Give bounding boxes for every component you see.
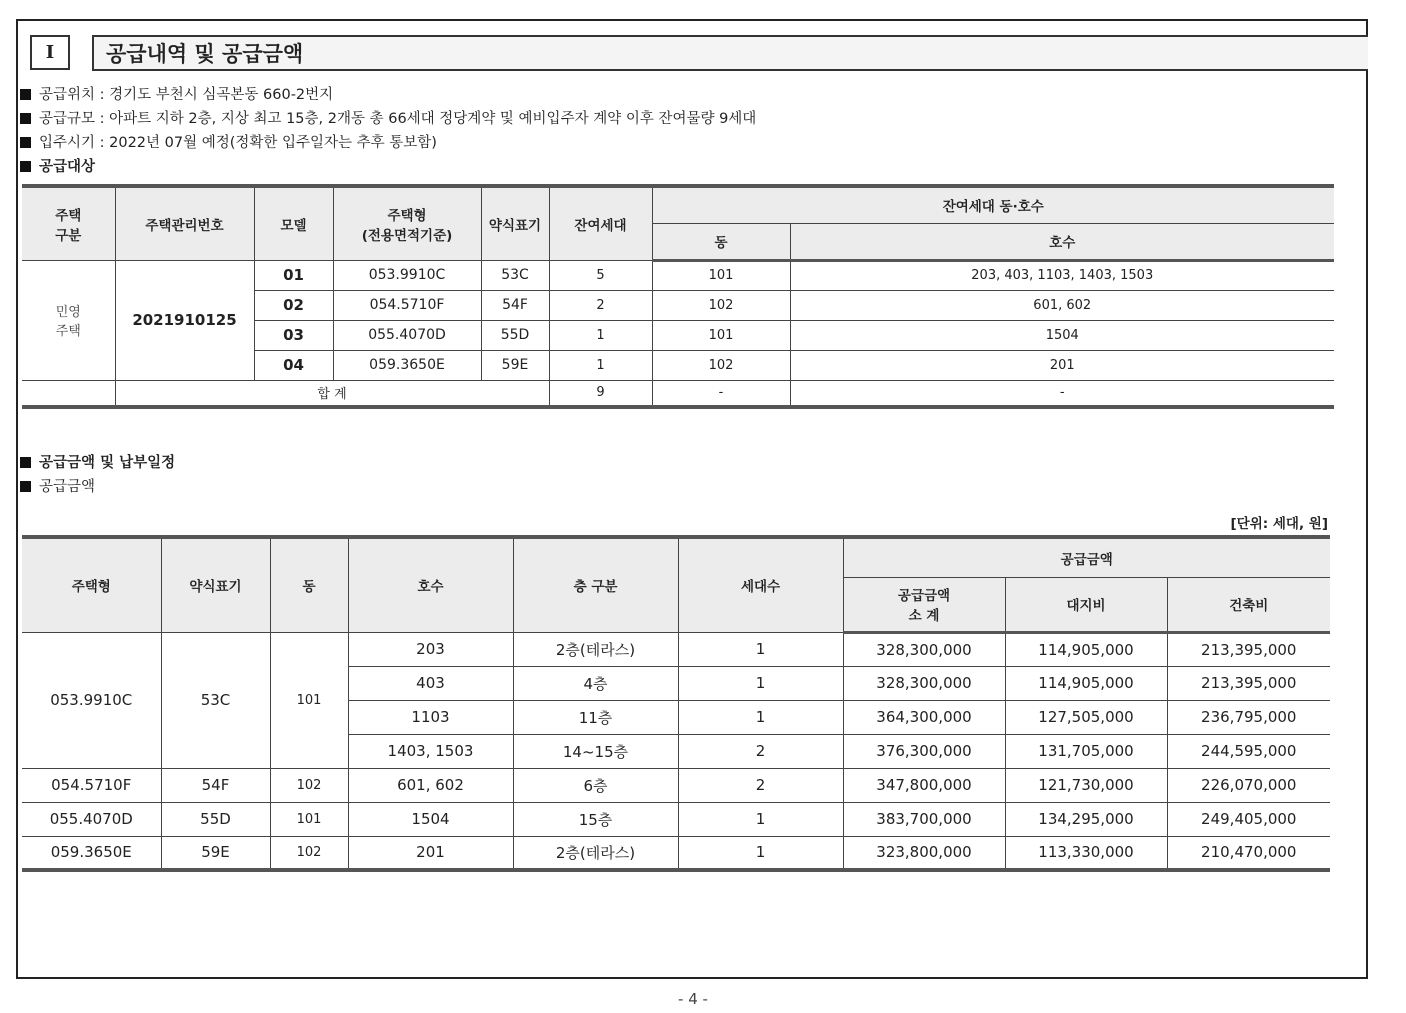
ho-cell: 1103 — [348, 700, 513, 734]
dong-cell: 101 — [270, 632, 348, 768]
header-mgmt-no: 주택관리번호 — [115, 186, 254, 260]
model-cell: 03 — [254, 320, 333, 350]
price-heading — [20, 454, 175, 472]
building-cell: 213,395,000 — [1167, 632, 1330, 666]
ho-cell: 203 — [348, 632, 513, 666]
ho-cell: 403 — [348, 666, 513, 700]
bullet-square-icon — [20, 481, 31, 492]
type-cell: 053.9910C — [333, 260, 481, 290]
ho-cell: 201 — [790, 350, 1334, 380]
floor-cell: 4층 — [513, 666, 678, 700]
land-cell: 127,505,000 — [1005, 700, 1167, 734]
floor-cell: 2층(테라스) — [513, 836, 678, 870]
type-cell: 055.4070D — [333, 320, 481, 350]
header-price: 공급금액 — [843, 537, 1330, 577]
ho-cell: 1504 — [790, 320, 1334, 350]
header-land: 대지비 — [1005, 577, 1167, 632]
header-units: 세대수 — [678, 537, 843, 632]
dong-cell: 102 — [652, 350, 790, 380]
ho-cell: 201 — [348, 836, 513, 870]
header-model: 모델 — [254, 186, 333, 260]
abbr-cell: 54F — [161, 768, 270, 802]
remaining-cell: 1 — [549, 320, 652, 350]
units-cell: 2 — [678, 768, 843, 802]
type-cell: 054.5710F — [22, 768, 161, 802]
price-sub-heading — [20, 478, 95, 496]
remaining-cell: 2 — [549, 290, 652, 320]
bullet-square-icon — [20, 113, 31, 124]
abbr-cell: 55D — [161, 802, 270, 836]
section-title: 공급내역 및 공급금액 — [92, 35, 1368, 71]
info-move-in — [20, 134, 437, 152]
building-cell: 249,405,000 — [1167, 802, 1330, 836]
section-number: I — [30, 35, 70, 70]
abbr-cell: 54F — [481, 290, 549, 320]
total-row — [22, 380, 1334, 407]
building-cell: 213,395,000 — [1167, 666, 1330, 700]
header-dong: 동 — [270, 537, 348, 632]
building-cell: 236,795,000 — [1167, 700, 1330, 734]
subtotal-cell: 376,300,000 — [843, 734, 1005, 768]
dong-cell: 101 — [270, 802, 348, 836]
header-remaining-units: 잔여세대 동·호수 — [652, 186, 1334, 223]
units-cell: 1 — [678, 836, 843, 870]
info-scale — [20, 110, 756, 128]
model-cell: 01 — [254, 260, 333, 290]
mgmt-no-value: 2021910125 — [115, 260, 254, 380]
total-remaining: 9 — [549, 380, 652, 407]
unit-label: [단위: 세대, 원] — [1230, 516, 1328, 532]
abbr-cell: 55D — [481, 320, 549, 350]
price-heading-text: 공급금액 및 납부일정 — [39, 455, 176, 471]
ho-cell: 1504 — [348, 802, 513, 836]
land-cell: 114,905,000 — [1005, 666, 1167, 700]
model-cell: 04 — [254, 350, 333, 380]
abbr-cell: 59E — [161, 836, 270, 870]
units-cell: 1 — [678, 666, 843, 700]
header-house-division: 주택 구분 — [22, 186, 115, 260]
house-category: 민영 주택 — [22, 260, 115, 380]
land-cell: 113,330,000 — [1005, 836, 1167, 870]
subtotal-cell: 328,300,000 — [843, 632, 1005, 666]
header-remaining: 잔여세대 — [549, 186, 652, 260]
ho-cell: 1403, 1503 — [348, 734, 513, 768]
info-move-in-text: 입주시기 : 2022년 07월 예정(정확한 입주일자는 추후 통보함) — [39, 135, 437, 151]
subtotal-cell: 323,800,000 — [843, 836, 1005, 870]
floor-cell: 2층(테라스) — [513, 632, 678, 666]
ho-cell: 601, 602 — [790, 290, 1334, 320]
table-row — [22, 836, 1330, 870]
dong-cell: 102 — [270, 836, 348, 870]
table-row — [22, 802, 1330, 836]
header-ho: 호수 — [348, 537, 513, 632]
remaining-cell: 1 — [549, 350, 652, 380]
subtotal-cell: 328,300,000 — [843, 666, 1005, 700]
table-row — [22, 768, 1330, 802]
dong-cell: 101 — [652, 260, 790, 290]
units-cell: 1 — [678, 802, 843, 836]
units-cell: 2 — [678, 734, 843, 768]
bullet-square-icon — [20, 89, 31, 100]
dong-cell: 101 — [652, 320, 790, 350]
bullet-square-icon — [20, 161, 31, 172]
info-location — [20, 86, 333, 104]
floor-cell: 15층 — [513, 802, 678, 836]
subtotal-cell: 347,800,000 — [843, 768, 1005, 802]
supply-target-table — [22, 184, 1334, 409]
total-label: 합 계 — [115, 380, 549, 407]
header-subtotal: 공급금액 소 계 — [843, 577, 1005, 632]
supply-price-table — [22, 535, 1330, 872]
floor-cell: 14~15층 — [513, 734, 678, 768]
dong-cell: 102 — [270, 768, 348, 802]
price-sub-heading-text: 공급금액 — [39, 479, 96, 495]
type-cell: 054.5710F — [333, 290, 481, 320]
empty-cell — [22, 380, 115, 407]
bullet-square-icon — [20, 457, 31, 468]
target-heading-text: 공급대상 — [39, 159, 96, 175]
floor-cell: 11층 — [513, 700, 678, 734]
table-row — [22, 632, 1330, 666]
ho-cell: 601, 602 — [348, 768, 513, 802]
units-cell: 1 — [678, 700, 843, 734]
subtotal-cell: 364,300,000 — [843, 700, 1005, 734]
land-cell: 121,730,000 — [1005, 768, 1167, 802]
table-row — [22, 260, 1334, 290]
bullet-square-icon — [20, 137, 31, 148]
abbr-cell: 53C — [161, 632, 270, 768]
ho-cell: 203, 403, 1103, 1403, 1503 — [790, 260, 1334, 290]
info-scale-text: 공급규모 : 아파트 지하 2층, 지상 최고 15층, 2개동 총 66세대 정당계약 및 예비입주자 계약 이후 잔여물량 9세대 — [39, 111, 757, 127]
header-abbr: 약식표기 — [481, 186, 549, 260]
total-dong: - — [652, 380, 790, 407]
info-location-text: 공급위치 : 경기도 부천시 심곡본동 660-2번지 — [39, 87, 334, 103]
header-building: 건축비 — [1167, 577, 1330, 632]
building-cell: 226,070,000 — [1167, 768, 1330, 802]
land-cell: 131,705,000 — [1005, 734, 1167, 768]
target-heading — [20, 158, 95, 176]
building-cell: 244,595,000 — [1167, 734, 1330, 768]
dong-cell: 102 — [652, 290, 790, 320]
header-ho: 호수 — [790, 223, 1334, 260]
abbr-cell: 59E — [481, 350, 549, 380]
type-cell: 059.3650E — [333, 350, 481, 380]
total-ho: - — [790, 380, 1334, 407]
type-cell: 055.4070D — [22, 802, 161, 836]
header-dong: 동 — [652, 223, 790, 260]
header-house-type: 주택형 — [22, 537, 161, 632]
page-number: - 4 - — [678, 990, 708, 1008]
header-abbr: 약식표기 — [161, 537, 270, 632]
header-house-type: 주택형 (전용면적기준) — [333, 186, 481, 260]
units-cell: 1 — [678, 632, 843, 666]
type-cell: 053.9910C — [22, 632, 161, 768]
land-cell: 134,295,000 — [1005, 802, 1167, 836]
header-floor: 층 구분 — [513, 537, 678, 632]
subtotal-cell: 383,700,000 — [843, 802, 1005, 836]
abbr-cell: 53C — [481, 260, 549, 290]
building-cell: 210,470,000 — [1167, 836, 1330, 870]
land-cell: 114,905,000 — [1005, 632, 1167, 666]
type-cell: 059.3650E — [22, 836, 161, 870]
floor-cell: 6층 — [513, 768, 678, 802]
model-cell: 02 — [254, 290, 333, 320]
remaining-cell: 5 — [549, 260, 652, 290]
